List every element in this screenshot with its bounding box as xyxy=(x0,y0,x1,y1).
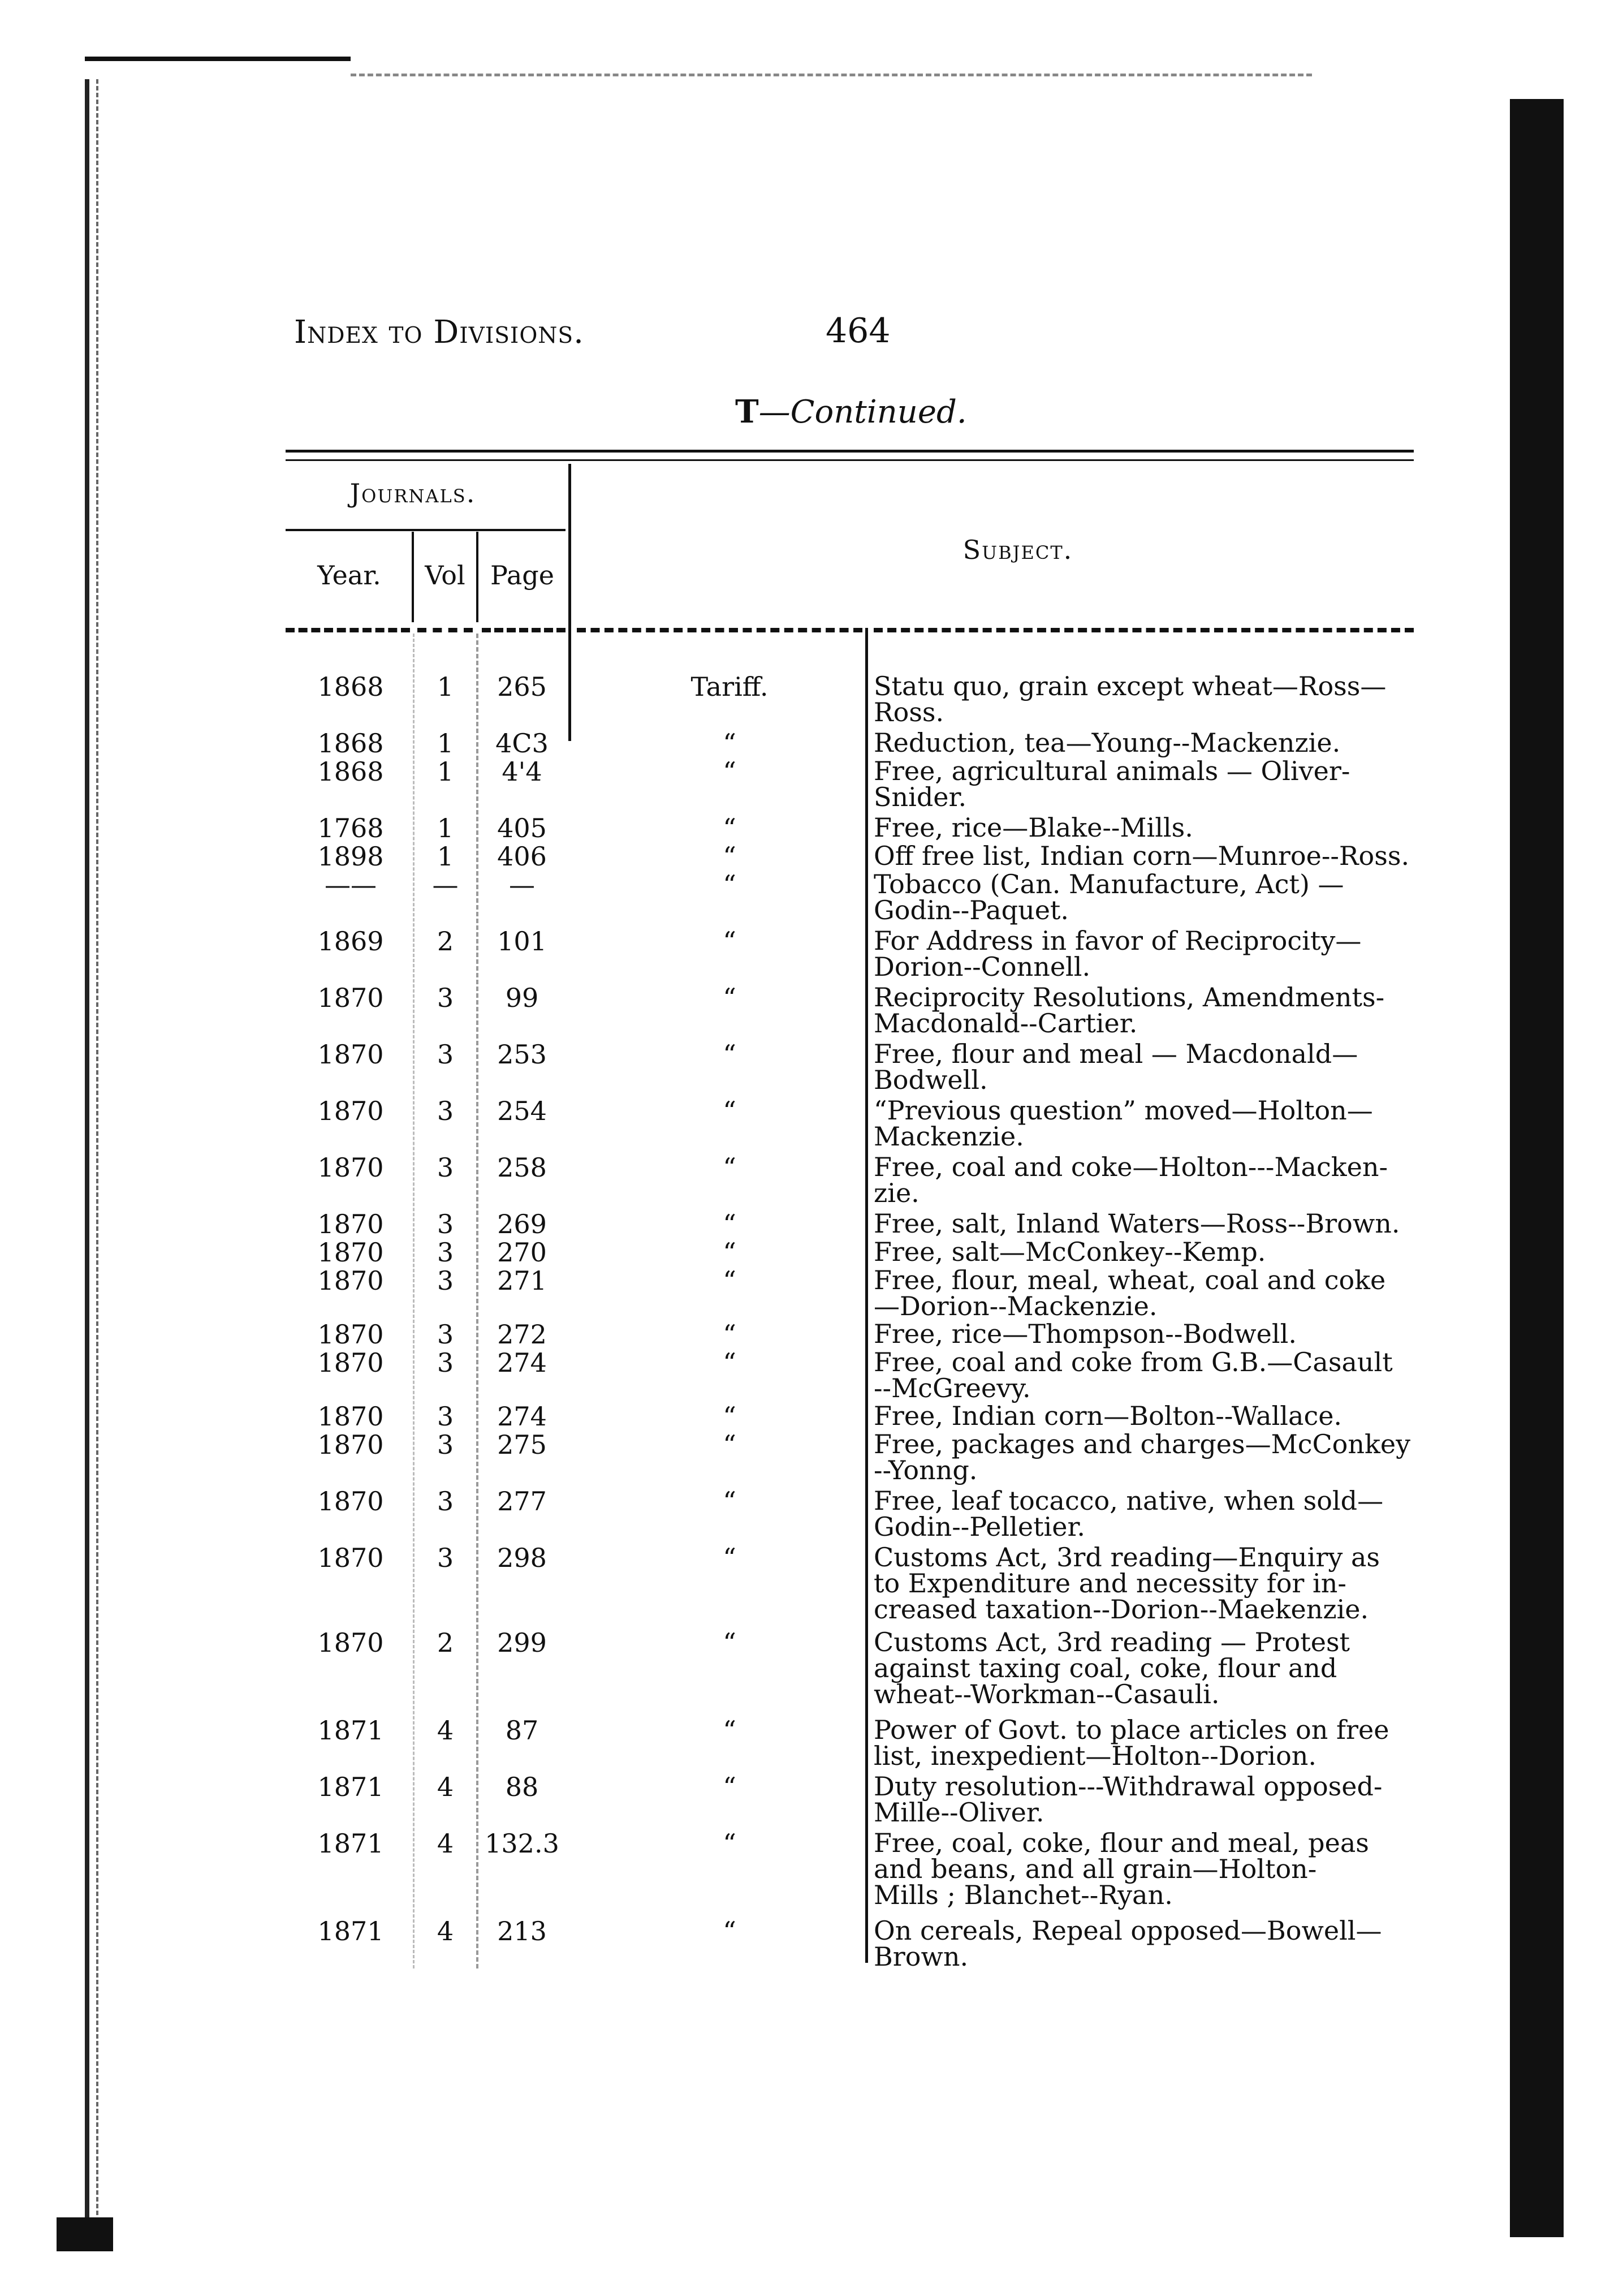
category-mark-cell: “ xyxy=(723,813,736,843)
column-header-vol: Vol xyxy=(425,560,465,591)
subject-cell xyxy=(874,1915,1425,1972)
page-cell: 277 xyxy=(497,1486,547,1517)
vol-cell: 3 xyxy=(437,1039,454,1070)
category-mark-cell: “ xyxy=(723,983,736,1013)
section-letter: T xyxy=(735,393,759,430)
vol-cell: 4 xyxy=(437,1715,454,1746)
header-divider xyxy=(568,464,571,741)
header-rule-mark xyxy=(577,628,862,632)
category-mark-cell: “ xyxy=(723,926,736,957)
subject-cell xyxy=(874,1267,1425,1319)
vol-cell: 4 xyxy=(437,1828,454,1859)
page-cell: 88 xyxy=(505,1772,539,1802)
header-rule-subject xyxy=(874,628,1414,632)
subject-cell xyxy=(874,1349,1425,1401)
page-cell: 274 xyxy=(497,1347,547,1378)
subject-text: Free, salt, Inland Waters—Ross--Brown. xyxy=(874,1208,1400,1239)
page-cell: 258 xyxy=(497,1152,547,1183)
scan-edge-right xyxy=(1510,99,1564,2237)
year-cell: 1871 xyxy=(317,1772,384,1802)
subject-text: Customs Act, 3rd reading — Protest against taxing coal, coke, flour and wheat--Workman--Casauli. xyxy=(874,1627,1350,1709)
category-mark-cell: “ xyxy=(723,1772,736,1802)
journals-rule xyxy=(286,529,566,531)
category-mark-cell: “ xyxy=(723,1319,736,1350)
year-cell: 1868 xyxy=(317,671,384,702)
vol-cell: 3 xyxy=(437,1265,454,1296)
category-mark-cell: “ xyxy=(723,1401,736,1432)
running-head: Index to Divisions. xyxy=(294,314,584,351)
subject-cell xyxy=(874,1629,1425,1707)
category-mark-cell: “ xyxy=(723,1347,736,1378)
subject-cell xyxy=(874,1431,1425,1483)
subject-cell xyxy=(874,1717,1425,1769)
subject-text: Reduction, tea—Young--Mackenzie. xyxy=(874,727,1341,758)
vol-cell: 1 xyxy=(437,813,454,843)
subject-text: Tobacco (Can. Manufacture, Act) — Godin--Paquet. xyxy=(874,869,1344,925)
category-mark-cell: “ xyxy=(723,1715,736,1746)
page-cell: 269 xyxy=(497,1209,547,1239)
vol-cell: 2 xyxy=(437,1627,454,1658)
subject-cell xyxy=(874,1485,1425,1542)
category-mark-cell: “ xyxy=(723,1237,736,1268)
vol-cell: 4 xyxy=(437,1916,454,1946)
page-cell: 253 xyxy=(497,1039,547,1070)
vol-cell: 1 xyxy=(437,728,454,759)
category-mark-cell: “ xyxy=(723,1828,736,1859)
vol-cell: 3 xyxy=(437,1543,454,1573)
category-mark-cell: Tariff. xyxy=(690,671,769,702)
page-cell: 213 xyxy=(497,1916,547,1946)
top-rule xyxy=(286,450,1414,453)
top-rule-thin xyxy=(286,459,1414,461)
year-cell: 1870 xyxy=(317,1237,384,1268)
subject-text: Free, coal and coke from G.B.—Casault --McGreevy. xyxy=(874,1347,1393,1403)
subject-cell xyxy=(874,1239,1425,1265)
subject-text: Duty resolution---Withdrawal opposed- Mille--Oliver. xyxy=(874,1771,1383,1828)
year-cell: 1869 xyxy=(317,926,384,957)
page-cell: — xyxy=(509,869,535,900)
header-rule-vol xyxy=(417,628,473,632)
page-cell: 271 xyxy=(497,1265,547,1296)
vol-cell: 3 xyxy=(437,1429,454,1460)
year-cell: 1870 xyxy=(317,1543,384,1573)
year-cell: 1870 xyxy=(317,1627,384,1658)
year-cell: 1871 xyxy=(317,1715,384,1746)
vol-cell: 3 xyxy=(437,983,454,1013)
header-rule-year xyxy=(286,628,410,632)
subject-cell xyxy=(874,1403,1425,1429)
page-cell: 265 xyxy=(497,671,547,702)
subject-cell xyxy=(874,812,1425,843)
subject-text: Free, coal and coke—Holton---Macken- zie. xyxy=(874,1152,1388,1208)
vol-cell: 1 xyxy=(437,841,454,872)
year-cell: 1870 xyxy=(317,1265,384,1296)
subject-text: Off free list, Indian corn—Munroe--Ross. xyxy=(874,841,1410,871)
subject-text: Free, flour and meal — Macdonald— Bodwell. xyxy=(874,1039,1358,1095)
page-cell: 99 xyxy=(505,983,539,1013)
subject-cell xyxy=(874,1321,1425,1347)
page-cell: 87 xyxy=(505,1715,539,1746)
category-mark-cell: “ xyxy=(723,1543,736,1573)
subject-cell xyxy=(874,1771,1425,1828)
page-cell: 4'4 xyxy=(502,756,542,787)
year-cell: 1870 xyxy=(317,1486,384,1517)
column-header-subject: Subject. xyxy=(962,535,1073,565)
year-cell: 1768 xyxy=(317,813,384,843)
subject-divider xyxy=(865,628,868,1963)
category-mark-cell: “ xyxy=(723,869,736,900)
subject-cell xyxy=(874,1208,1425,1239)
year-cell: 1870 xyxy=(317,1096,384,1126)
vol-cell: 3 xyxy=(437,1152,454,1183)
page-cell: 101 xyxy=(497,926,547,957)
vol-cell: 3 xyxy=(437,1096,454,1126)
page-number: 464 xyxy=(826,311,891,351)
category-mark-cell: “ xyxy=(723,1429,736,1460)
year-cell: 1871 xyxy=(317,1916,384,1946)
year-cell: 1870 xyxy=(317,1039,384,1070)
subject-text: Free, salt—McConkey--Kemp. xyxy=(874,1237,1266,1267)
page-cell: 272 xyxy=(497,1319,547,1350)
vol-cell: 1 xyxy=(437,756,454,787)
vol-divider-lower xyxy=(413,634,415,1968)
header-rule-page xyxy=(482,628,566,632)
subject-text: Reciprocity Resolutions, Amendments- Macdonald--Cartier. xyxy=(874,982,1385,1039)
subject-text: For Address in favor of Reciprocity— Dorion--Connell. xyxy=(874,925,1362,982)
year-cell: 1868 xyxy=(317,728,384,759)
subject-text: Free, rice—Blake--Mills. xyxy=(874,812,1193,843)
subject-text: Customs Act, 3rd reading—Enquiry as to Expenditure and necessity for in- creased taxation--Dorion--Maekenzie. xyxy=(874,1542,1380,1625)
year-cell: 1871 xyxy=(317,1828,384,1859)
subject-text: On cereals, Repeal opposed—Bowell— Brown. xyxy=(874,1915,1382,1972)
year-cell: 1870 xyxy=(317,1347,384,1378)
page-cell: 299 xyxy=(497,1627,547,1658)
subject-text: Power of Govt. to place articles on free list, inexpedient—Holton--Dorion. xyxy=(874,1715,1389,1771)
subject-cell xyxy=(874,673,1425,725)
scan-edge-top-dashed xyxy=(351,74,1312,76)
page-cell: 275 xyxy=(497,1429,547,1460)
column-header-page: Page xyxy=(490,560,554,591)
vol-cell: 3 xyxy=(437,1319,454,1350)
page-cell: 132.3 xyxy=(485,1828,559,1859)
year-cell: 1870 xyxy=(317,1209,384,1239)
subject-text: Free, leaf tocacco, native, when sold— Godin--Pelletier. xyxy=(874,1485,1384,1542)
scan-edge-left-dashed xyxy=(96,79,98,2229)
page-divider-lower xyxy=(476,634,478,1968)
vol-cell: — xyxy=(432,869,459,900)
subject-text: Free, flour, meal, wheat, coal and coke —Dorion--Mackenzie. xyxy=(874,1265,1386,1321)
subject-cell xyxy=(874,871,1425,923)
year-cell: 1870 xyxy=(317,1401,384,1432)
subject-cell xyxy=(874,727,1425,758)
year-cell: 1870 xyxy=(317,983,384,1013)
subject-cell xyxy=(874,1154,1425,1206)
subject-cell xyxy=(874,758,1425,810)
vol-cell: 3 xyxy=(437,1486,454,1517)
subject-cell xyxy=(874,1830,1425,1908)
year-cell: 1870 xyxy=(317,1152,384,1183)
category-mark-cell: “ xyxy=(723,1209,736,1239)
subject-cell xyxy=(874,1542,1425,1625)
subject-text: Free, coal, coke, flour and meal, peas and beans, and all grain—Holton- Mills ; Blanchet--Ryan. xyxy=(874,1828,1369,1910)
subject-cell xyxy=(874,982,1425,1039)
vol-cell: 3 xyxy=(437,1209,454,1239)
category-mark-cell: “ xyxy=(723,1627,736,1658)
subject-text: “Previous question” moved—Holton— Mackenzie. xyxy=(874,1095,1373,1152)
subject-text: Free, Indian corn—Bolton--Wallace. xyxy=(874,1401,1343,1431)
year-cell: 1870 xyxy=(317,1429,384,1460)
subject-text: Free, agricultural animals — Oliver- Snider. xyxy=(874,756,1350,812)
category-mark-cell: “ xyxy=(723,1039,736,1070)
vol-cell: 3 xyxy=(437,1401,454,1432)
subject-text: Free, rice—Thompson--Bodwell. xyxy=(874,1319,1297,1349)
scan-edge-left xyxy=(85,79,89,2229)
section-continued: —Continued. xyxy=(758,394,967,430)
vol-cell: 3 xyxy=(437,1347,454,1378)
category-mark-cell: “ xyxy=(723,728,736,759)
subject-cell xyxy=(874,843,1425,869)
year-cell: 1868 xyxy=(317,756,384,787)
vol-cell: 2 xyxy=(437,926,454,957)
column-header-year: Year. xyxy=(317,560,381,591)
scan-edge-bottom xyxy=(57,2217,113,2251)
vol-cell: 3 xyxy=(437,1237,454,1268)
category-mark-cell: “ xyxy=(723,841,736,872)
category-mark-cell: “ xyxy=(723,1916,736,1946)
page-cell: 274 xyxy=(497,1401,547,1432)
subject-cell xyxy=(874,1095,1425,1152)
page-cell: 405 xyxy=(497,813,547,843)
category-mark-cell: “ xyxy=(723,1096,736,1126)
page-cell: 406 xyxy=(497,841,547,872)
category-mark-cell: “ xyxy=(723,1486,736,1517)
subject-cell xyxy=(874,925,1425,982)
vol-cell: 4 xyxy=(437,1772,454,1802)
year-cell: —— xyxy=(325,869,377,900)
category-mark-cell: “ xyxy=(723,1152,736,1183)
page-cell: 298 xyxy=(497,1543,547,1573)
page-cell: 4C3 xyxy=(495,728,549,759)
page-cell: 270 xyxy=(497,1237,547,1268)
page-cell: 254 xyxy=(497,1096,547,1126)
vol-cell: 1 xyxy=(437,671,454,702)
year-cell: 1870 xyxy=(317,1319,384,1350)
category-mark-cell: “ xyxy=(723,1265,736,1296)
category-mark-cell: “ xyxy=(723,756,736,787)
year-cell: 1898 xyxy=(317,841,384,872)
subject-text: Free, packages and charges—McConkey --Yonng. xyxy=(874,1429,1411,1485)
section-heading xyxy=(735,393,967,430)
subject-text: Statu quo, grain except wheat—Ross— Ross. xyxy=(874,671,1387,727)
scan-edge-top xyxy=(85,57,351,61)
journals-group-header: Journals. xyxy=(349,478,476,509)
subject-cell xyxy=(874,1041,1425,1093)
